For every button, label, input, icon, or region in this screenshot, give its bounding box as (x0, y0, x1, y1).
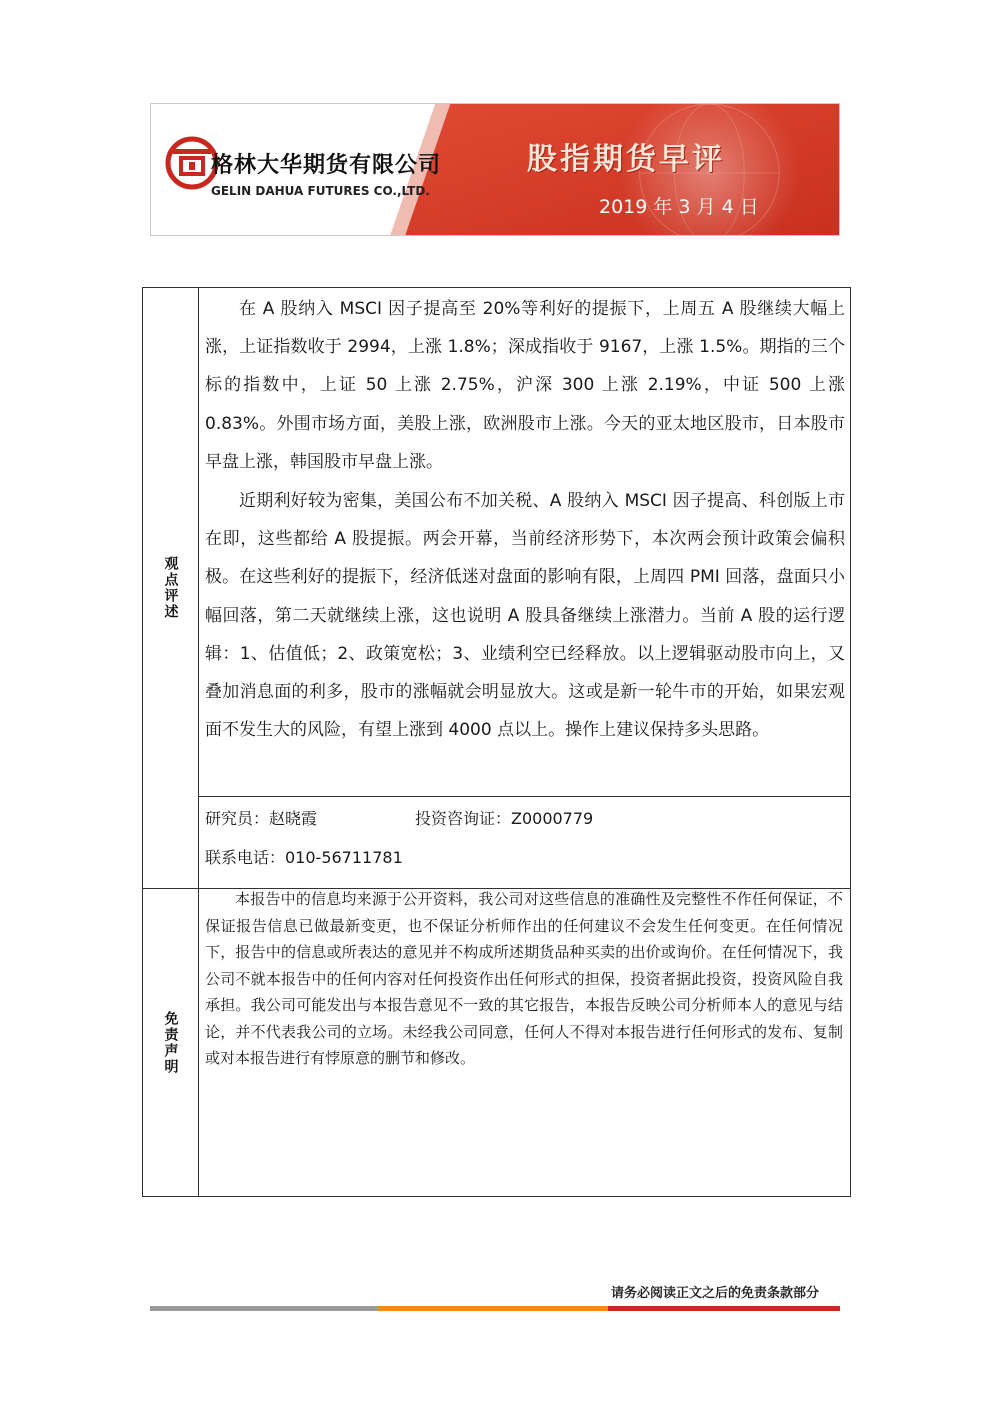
commentary-label: 观点评述 (162, 556, 179, 620)
report-title: 股指期货早评 (527, 142, 725, 177)
commentary-paragraph-2: 近期利好较为密集，美国公布不加关税、A 股纳入 MSCI 因子提高、科创版上市在即，这些都给 A 股提振。两会开幕，当前经济形势下，本次两会预计政策会偏积极。在这些利好的提振下，经济低迷对盘面的影响有限，上周四 PMI 回落，盘面只小幅回落，第二天就继续上涨，这也说明 A 股具备继续上涨潜力。当前 A 股的运行逻辑：1、估值低；2、政策宽松；3、业绩利空已经释放。以上逻辑驱动股市向上，又叠加消息面的利多，股市的涨幅就会明显放大。这或是新一轮牛市的开始，如果宏观面不发生大的风险，有望上涨到 4000 点以上。操作上建议保持多头思路。 (205, 491, 845, 741)
disclaimer-text: 本报告中的信息均来源于公开资料，我公司对这些信息的准确性及完整性不作任何保证，不保证报告信息已做最新变更，也不保证分析师作出的任何建议不会发生任何变更。在任何情况下，报告中的信息或所表达的意见并不构成所述期货品种买卖的出价或询价。在任何情况下，我公司不就本报告中的任何内容对任何投资作出任何形式的担保，投资者据此投资，投资风险自我承担。我公司可能发出与本报告意见不一致的其它报告，本报告反映公司分析师本人的意见与结论，并不代表我公司的立场。未经我公司同意，任何人不得对本报告进行任何形式的发布、复制或对本报告进行有悖原意的删节和修改。 (205, 890, 843, 1067)
disclaimer-label: 免责声明 (162, 1011, 179, 1075)
report-header-banner (150, 103, 840, 236)
table-column-divider (198, 288, 199, 1196)
investment-license: 投资咨询证：Z0000779 (415, 809, 594, 828)
disclaimer-label-cell (143, 888, 198, 1198)
researcher-name: 研究员：赵晓霞 (205, 809, 318, 828)
report-table (142, 287, 851, 1197)
commentary-label-cell (143, 288, 198, 888)
footer-note: 请务必阅读正文之后的免责条款部分 (611, 1286, 820, 1301)
company-name-cn: 格林大华期货有限公司 (211, 153, 442, 178)
footer-bar-red (608, 1306, 840, 1311)
contact-phone: 联系电话：010-56711781 (205, 848, 403, 867)
contact-divider (198, 796, 850, 797)
footer-bar-orange (378, 1306, 608, 1311)
commentary-paragraph-1: 在 A 股纳入 MSCI 因子提高至 20%等利好的提振下，上周五 A 股继续大幅上涨，上证指数收于 2994，上涨 1.8%；深成指收于 9167，上涨 1.5%。期指的三个标的指数中，上证 50 上涨 2.75%，沪深 300 上涨 2.19%，中证 500 上涨 0.83%。外围市场方面，美股上涨，欧洲股市上涨。今天的亚太地区股市，日本股市早盘上涨，韩国股市早盘上涨。 (205, 299, 845, 472)
footer-bar-gray (150, 1306, 378, 1311)
report-date: 2019 年 3 月 4 日 (599, 196, 759, 218)
company-name-en: GELIN DAHUA FUTURES CO.,LTD. (211, 184, 430, 198)
